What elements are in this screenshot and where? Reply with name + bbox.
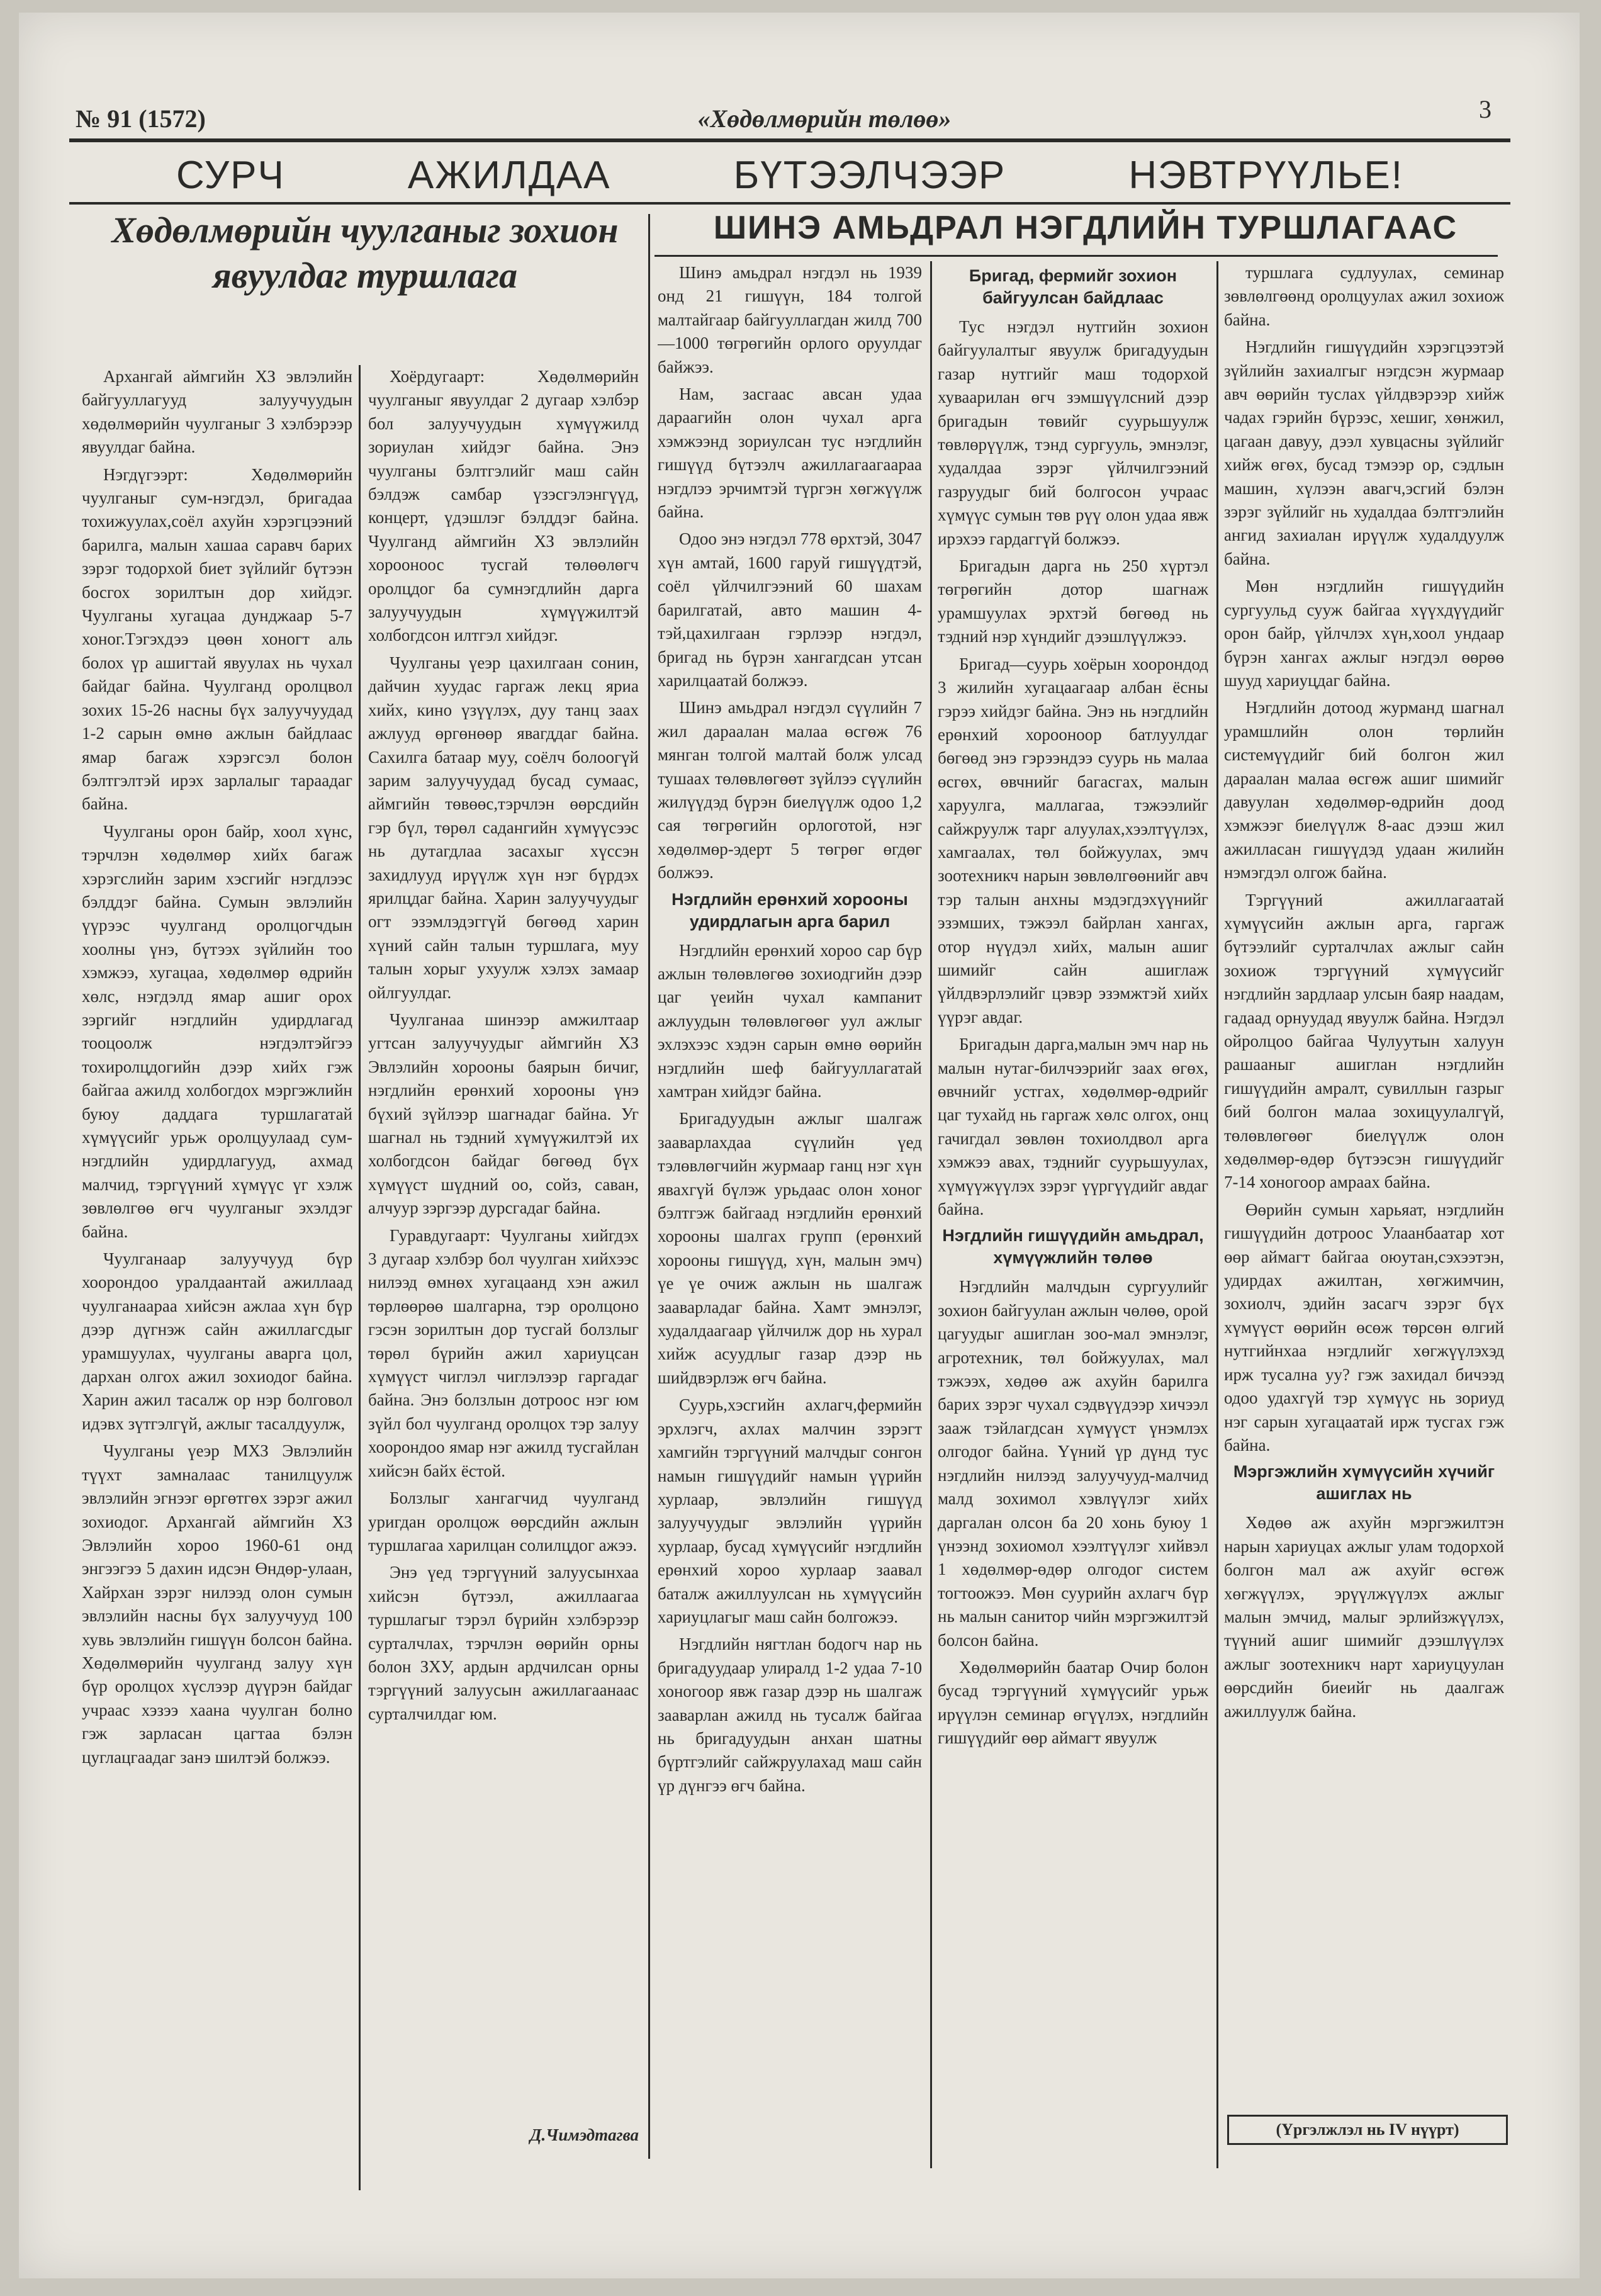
continued-notice: (Үргэлжлэл нь IV нүүрт) bbox=[1227, 2115, 1508, 2145]
paragraph: Өөрийн сумын харьяат, нэгдлийн гишүүдийн дотроос Улаанбаатар хот өөр аймагт байгаа оюутан,сэхээтэн, удирдах ажилтан, хөгжимчин, зохиолч, эдийн засагч зэрэг бүх хүмүүст өөрийн өсөж төрсөн өлгий нутгийнхаа нэгдлийг хөгжүүлэхэд ирж тусална уу? гэж захидал бичээд одоо удахгүй тэр хүмүүс нь зориуд нэг сарын хугацаатай ирж тусгах гэж байна. bbox=[1224, 1200, 1504, 1455]
paragraph: Болзлыг хангагчид чуулганд уригдан оролцож өөрсдийн ажлын туршлагаа харилцан солилцдог ажээ. bbox=[368, 1488, 639, 1555]
slogan-banner bbox=[69, 148, 1510, 205]
column-rule bbox=[648, 214, 650, 2159]
slogan-word: АЖИЛДАА bbox=[407, 153, 611, 197]
paragraph: Чуулганаа шинээр амжилтаар угтсан залуучуудыг аймгийн ХЗ Эвлэлийн хорооны баярын бичиг, нэгдлийн ерөнхий хорооны үнэ бүхий зүйлээр шагнадаг байна. Уг шагнал нь тэдний хүмүүжилтэй их холбогдсон байдаг бөгөөд бүх хүмүүст шүдний оо, сойз, саван, алчуур зэргээр дурсгадаг байна. bbox=[368, 1010, 639, 1218]
paragraph: Шинэ амьдрал нэгдэл сүүлийн 7 жил дараалан малаа өсгөж 76 мянган толгой малтай болж улсад тушаах төлөвлөгөөт зүйлээ сүүлийн жилүүдэд бүрэн биелүүлж одоо 1,2 сая төгрөгийн орлоготой, нэг хөдөлмөр-эдерт 5 төгрөг өгдөг болжээ. bbox=[658, 698, 922, 882]
article2-column-3 bbox=[658, 261, 922, 2168]
paragraph: Тус нэгдэл нутгийн зохион байгуулалтыг явуулж бригадуудын газар нутгийг маш тодорхой хуваарилан өгч зэмшүүлсний дээр бригадын төвийг суурьшуулж төвлөрүүлж, тэнд сургууль, эмнэлэг, худалдаа зэрэг үйлчилгээний газруудыг бий болгосон учраас хүмүүс сумын төв рүү олон удаа явж ирэхээ гардаггүй болжээ. bbox=[938, 317, 1208, 548]
column-rule bbox=[1216, 261, 1218, 2168]
column-rule bbox=[359, 365, 361, 2190]
paragraph: Бригадын дарга,малын эмч нар нь малын нутаг-билчээрийг заах өгөх, өвчнийг устгах, хөдөлмөр-өдрийг цаг тухайд нь гаргаж хөлс олгох, онц гачигдал зөвлөн тохиолдвол арга хэмжээ авах, тэднийг суурьшуулах, хүмүүжүүлэх зэрэг үүргүүдийг авдаг байна. bbox=[938, 1035, 1208, 1219]
paragraph: Чуулганы үеэр цахилгаан сонин, дайчин хуудас гаргаж лекц яриа хийх, кино үзүүлэх, дуу танц заах ажлууд өргөнөөр явагддаг байна. Сахилга батаар муу, соёлч болоогүй зарим залуучуудад бусад сумаас, аймгийн төвөөс,тэрчлэн өөрсдийн гэр бүл, төрөл садангийн хүмүүсээс нь дутагдлаа засахыг хүссэн захидлууд ирүүлж хүн нэг бүрдэх ярилцдаг байна. Харин залуучуудыг огт эзэмлэдэггүй бөгөөд харин хүний сайн талын туршлага, муу талын хорыг ухуулж хэлэх замаар ойлгуулдаг. bbox=[368, 653, 639, 1002]
slogan-word: БҮТЭЭЛЧЭЭР bbox=[733, 153, 1006, 197]
title-rule bbox=[654, 255, 1498, 257]
subheading: Мэргэжлийн хүмүүсийн хүчийг ашиглах нь bbox=[1233, 1462, 1495, 1504]
masthead bbox=[69, 95, 1510, 142]
paragraph: Тэргүүний ажиллагаатай хүмүүсийн ажлын арга, гаргаж бүтээлийг сурталчлах ажлыг сайн зохиож тэргүүний хүмүүсийг нэгдлийн зардлаар улсын баяр наадам, гадаад орнуудад явуулж байна. Нэгдэл ойролцоо байгаа Чулуутын халуун рашааныг ашиглан нэгдлийн гишүүдийн амралт, сувиллын газрыг бий болгон малаа зохицуулалгүй, төлөвлөгөөг биелүүлж олон хөдөлмөр-өдөр бүтээсэн гишүүдийг 7-14 хоногоор амраах байна. bbox=[1224, 890, 1504, 1192]
newspaper-page bbox=[19, 13, 1580, 2278]
paragraph: Бригадын дарга нь 250 хүртэл төгрөгийн дотор шагнаж урамшуулах эрхтэй бөгөөд нь тэдний нэр хүндийг дээшлүүлжээ. bbox=[938, 556, 1208, 646]
article1-signature-box bbox=[368, 2115, 639, 2146]
column-rule bbox=[930, 261, 932, 2168]
article1-column-1 bbox=[82, 365, 352, 2197]
article1-column-2 bbox=[368, 365, 639, 2108]
paragraph: Нэгдлийн нягтлан бодогч нар нь бригадуудаар улиралд 1-2 удаа 7-10 хоногоор явж газар дээр нь шалгаж зааварлан ажилд нь тусалж байгаа нь бригадуудын анхан шатны бүртгэлийг сайжруулахад маш сайн үр дүнгээ өгч байна. bbox=[658, 1635, 922, 1795]
article2-column-4 bbox=[938, 261, 1208, 2168]
article1-title: Хөдөлмөрийн чуулганыг зохион явуулдаг туршлага bbox=[111, 210, 619, 296]
paragraph: Энэ үед тэргүүний залуусынхаа хийсэн бүтээл, ажиллаагаа туршлагыг тэрэл бүрийн хэлбэрээр сурталчлах, тэрчлэн өөрийн орны болон ЗХУ, ардын ардчилсан орны тэргүүний залуусын ажиллагаанаас сурталчилдаг юм. bbox=[368, 1563, 639, 1723]
subheading: Бригад, фермийг зохион байгуулсан байдлаас bbox=[969, 266, 1177, 307]
paragraph: Чуулганаар залуучууд бүр хоорондоо уралдаантай ажиллаад чуулганаараа хийсэн ажлаа хүн бүр дээр дүгнэж сайн ажиллагсдыг урамшуулах, чуулганы аварга цол, дархан олгох ажил зохиодог байна. Харин ажил тасалж ор нэр болговол идэвх зүтгэлгүй, ажлыг тасалдуулж, bbox=[82, 1249, 352, 1433]
issue-number: № 91 (1572) bbox=[76, 104, 206, 133]
paragraph: Нэгдлийн гишүүдийн хэрэгцээтэй зүйлийн захиалгыг нэгдсэн журмаар авч өөрийн туслах үйлдвэрээр хийж чадах гэрийн бүрээс, хешиг, хөнжил, цагаан давуу, дээл хувцасны зүйлийг хийж өгөх, бусад тэмээр ор, сэдлын машин, хүлээн авагч,эсгий бэлэн зэрэг зүйлийг нь худалдаа бэлтгэлийн ангид захиалан ирүүлж худалдуулж байна. bbox=[1224, 337, 1504, 568]
page-number: 3 bbox=[1479, 95, 1491, 123]
paragraph: Нэгдлийн дотоод журманд шагнал урамшлийн олон төрлийн системүүдийг бий болгон жил дараалан малаа өсгөж ашиг шимийг давуулан хөдөлмөр-өдрийн доод хэмжээг биелүүлж 8-аас дээш жил ажилласан гишүүдэд удаан жилийн нэмэгдэл олгож байна. bbox=[1224, 698, 1504, 882]
paragraph: Бригад—суурь хоёрын хоорондод 3 жилийн хугацаагаар албан ёсны гэрээ хийдэг байна. Энэ нь нэгдлийн ерөнхий хорооноор батлуулдаг бөгөөд энэ гэрээндээ суурь нь малаа өсгөх, өвчнийг багасгах, малын харуулга, маллагаа, тэжээлийг сайжруулж тарг алуулах,хээлтүүлэх, хамгаалах, төл бойжуулах, эмч зоотехникч нарын зөвлөлгөөнийг авч тэр талын анхны мэдэгдэхүүнийг эзэмших, тэжээл байрлан хангах, отор нүүдэл хийх, малын ашиг шимийг сайн ашиглаж үйлдвэрлэлийг цэвэр эзэмжтэй хийх үүрэг авдаг. bbox=[938, 654, 1208, 1027]
paragraph: Нэгдлийн малчдын сургуулийг зохион байгуулан ажлын чөлөө, орой цагуудыг ашиглан зоо-мал эмнэлэг, агротехник, төл бойжуулах, мал тэжээх, хөдөө аж ахуйн барилга барих зэрэг чухал сэдвүүдээр хичээл зааж тэйлагдсан хүмүүст үнэмлэх олгодог байна. Үүний үр дүнд тус нэгдлийн нилээд залуучууд-малчид малд зохимол хэвлүүлэг хийх даргалан олсон ба 20 хонь буюу 1 үнээнд зохиомол хээлтүүлэг хийвэл 1 хөдөлмөр-өдөр олгодог систем тогтоожээ. Мөн суурийн ахлагч бүр нь малын санитор чийн мэргэжилтэй болсон байна. bbox=[938, 1277, 1208, 1650]
paragraph: Бригадуудын ажлыг шалгаж зааварлахдаа сүүлийн үед тэлөвлөгчийн журмаар ганц нэг хүн явахгүй бүлэж урьдаас олон хоног бэлтгэж байгаад нэгдлийн ерөнхий хорооны шалгах групп (ерөнхий хорооны гишүүд, хүн, малын эмч) үе үе очиж ажлын нь шалгаж зааварладаг байна. Хамт эмнэлэг, худалдаагаар үйлчилж дор нь хурал хийж асуудлыг газар дээр нь шийдвэрлэж өгч байна. bbox=[658, 1109, 922, 1387]
subheading: Нэгдлийн гишүүдийн амьдрал, хүмүүжлийн төлөө bbox=[942, 1226, 1204, 1268]
paragraph: Хоёрдугаарт: Хөдөлмөрийн чуулганыг явуулдаг 2 дугаар хэлбэр бол залуучуудын хүмүүжилд зориулан хийдэг байна. Энэ чуулганы бэлтгэлийг маш сайн бэлдэж самбар үзэсгэлэнгүүд, концерт, үдэшлэг бэлддэг байна. Чуулганд аймгийн ХЗ эвлэлийн хорооноос тусгай төлөөлөгч оролцдог ба сумнэгдлийн дарга залуучуудын хүмүүжилтэй холбогдсон илтгэл хийдэг. bbox=[368, 367, 639, 645]
paragraph: Нам, засгаас авсан удаа дараагийн олон чухал арга хэмжээнд зориулсан тус нэгдлийн гишүүд бүтээлч ажиллагаагаараа нэгдлээ эрчимтэй түргэн хөгжүүлж байна. bbox=[658, 385, 922, 522]
paragraph: Суурь,хэсгийн ахлагч,фермийн эрхлэгч, ахлах малчин зэрэгт хамгийн тэргүүний малчдыг сонгон намын гишүүдийг намын үүрийн хурлаар, эвлэлийн гишүүд залуучуудыг эвлэлийн үүрийн хурлаар, бусад хүмүүсийг нэгдлийн ерөнхий хороо хурлаар заавал баталж ажиллуулсан нь хүмүүсийн хариуцлагыг маш сайн болгожээ. bbox=[658, 1395, 922, 1626]
paragraph: Чуулганы орон байр, хоол хүнс, тэрчлэн хөдөлмөр хийх багаж хэрэгслийн зарим хэсгийг нэгдлээс бэлддэг байна. Сумын эвлэлийн үүрээс чуулганд оролцогчдын хоолны үнэ, бүтээх зүйлийн тоо хэмжээ, хугацаа, хөдөлмөр өдрийн хөлс, нэгдэлд ямар ашиг орох зэргийг нэгдлийн удирдлагад тооцоолж нэгдэлтэйгээ тохиролцдогийн дээр хийх гэж байгаа ажилд холбогдох мэргэжлийн буюу даддага туршлагатай хүмүүсийг урьж оролцуулаад сум-нэгдлийн удирдлагууд, ахмад малчид, тэргүүний хүмүүс үг хэлж зөвлөлгөө өгч чуулганыг эхэлдэг байна. bbox=[82, 821, 352, 1241]
paragraph: Нэгдүгээрт: Хөдөлмөрийн чуулганыг сум-нэгдэл, бригадаа тохижуулах,соёл ахуйн хэрэгцээний барилга, малын хашаа саравч барих зэрэг тодорхой биет зүйлийг бүтээн босгох зорилтын дор хийдэг. Чуулганы хугацаа дунджаар 5-7 хоног.Тэгэхдээ цөөн хоногт аль болох үр ашигтай явуулах нь чухал байдаг байна. Чуулганд оролцвол зохих 15-26 насны бүх залуучуудад 1-2 сарын өмнө ажлын байдлаас ямар багаж хэрэгсэл болон бэлтгэлтэй ирэх зарлалыг тараадаг байна. bbox=[82, 464, 352, 814]
paragraph: Шинэ амьдрал нэгдэл нь 1939 онд 21 гишүүн, 184 толгой малтайгаар байгууллагдан жилд 700—1000 төгрөгийн орлого оруулдаг байжээ. bbox=[658, 263, 922, 376]
subheading: Нэгдлийн ерөнхий хорооны удирдлагын арга барил bbox=[671, 889, 908, 931]
paragraph: туршлага судлуулах, семинар зөвлөлгөөнд оролцуулах ажил зохиож байна. bbox=[1224, 263, 1504, 329]
slogan-word: СУРЧ bbox=[176, 153, 285, 197]
paragraph: Гуравдугаарт: Чуулганы хийгдэх 3 дугаар хэлбэр бол чуулган хийхээс нилээд өмнөх хугацаанд хэн ажил төрлөөрөө шалгарна, тэр оролцоно гэсэн зорилтын дор тусгай болзлыг төрөл бүрийн ажил хариуцсан хүмүүст чиглэл чиглэлээр гаргадаг байна. Энэ болзлын дотроос нэг юм зүйл бол чуулганд оролцох тэр залуу хоорондоо ямар нэг ажилд тусгайлан хийсэн байх ёстой. bbox=[368, 1225, 639, 1480]
slogan-word: НЭВТРҮҮЛЬЕ! bbox=[1128, 153, 1403, 197]
paragraph: Нэгдлийн ерөнхий хороо сар бүр ажлын төлөвлөгөө зохиодгийн дээр цаг үеийн чухал кампанит ажлуудын төлөвлөгөөг уул ажлыг эхлэхээс хэдэн сарын өмнө өөрийн нэгдлийн шеф байгууллагатай хамтран хийдэг байна. bbox=[658, 940, 922, 1101]
article2-column-5 bbox=[1224, 261, 1504, 2105]
paragraph: Чуулганы үеэр МХЗ Эвлэлийн түүхт замналаас танилцуулж эвлэлийн эгнээг өргөтгөх зэрэг ажил зохиодог. Архангай аймгийн ХЗ Эвлэлийн хороо 1960-61 онд энгээгээ 5 дахин идсэн Өндөр-улаан, Хайрхан зэрэг нилээд олон сумын эвлэлийн насны бүх залуучууд 100 хувь эвлэлийн гишүүн болсон байна. Хөдөлмөрийн чуулганд залуу хүн бүр оролцох хүслээр дүүрэн байдаг учраас хэзээ хаана чуулган болно гэж зарласан цагтаа бэлэн цуглацгаадаг занэ шилтэй болжээ. bbox=[82, 1441, 352, 1767]
article1-signature: Д.Чимэдтагва bbox=[530, 2125, 639, 2144]
newspaper-name: «Хөдөлмөрийн төлөө» bbox=[697, 104, 952, 133]
paragraph: Хөдөө аж ахуйн мэргэжилтэн нарын хариуцах ажлыг улам тодорхой болгон мал аж ахуйг өсгөж хөгжүүлэх, эрүүлжүүлэх ажлыг малын эмчид, малыг эрлийзжүүлэх, түүний ашиг шимийг дээшлүүлэх ажлыг зоотехникч нарт хариуцуулан өөрсдийн биеийг нь даалгаж ажиллуулж байна. bbox=[1224, 1513, 1504, 1721]
paragraph: Мөн нэгдлийн гишүүдийн сургуульд сууж байгаа хүүхдүүдийг орон байр, үйлчлэх хүн,хоол ундаар бүрэн хангах ажлыг нэгдэл өөрөө шууд хариуцдаг байна. bbox=[1224, 577, 1504, 690]
article2-title: ШИНЭ АМЬДРАЛ НЭГДЛИЙН ТУРШЛАГААС bbox=[713, 210, 1458, 246]
paragraph: Архангай аймгийн ХЗ эвлэлийн байгууллагууд залуучуудын хөдөлмөрийн чуулганыг 3 хэлбэрээр явуулдаг байна. bbox=[82, 367, 352, 457]
paragraph: Одоо энэ нэгдэл 778 өрхтэй, 3047 хүн амтай, 1600 гаруй гишүүдтэй, соёл үйлчилгээний 60 шахам барилгатай, авто машин 4-тэй,цахилгаан гэрлээр нэгдэл, бригад нь бүрэн хангагдсан утсан харилцаатай болжээ. bbox=[658, 529, 922, 690]
paragraph: Хөдөлмөрийн баатар Очир болон бусад тэргүүний хүмүүсийг урьж ирүүлэн семинар өгүүлэх, нэгдлийн гишүүдийг өөр аймагт явуулж bbox=[938, 1657, 1208, 1748]
